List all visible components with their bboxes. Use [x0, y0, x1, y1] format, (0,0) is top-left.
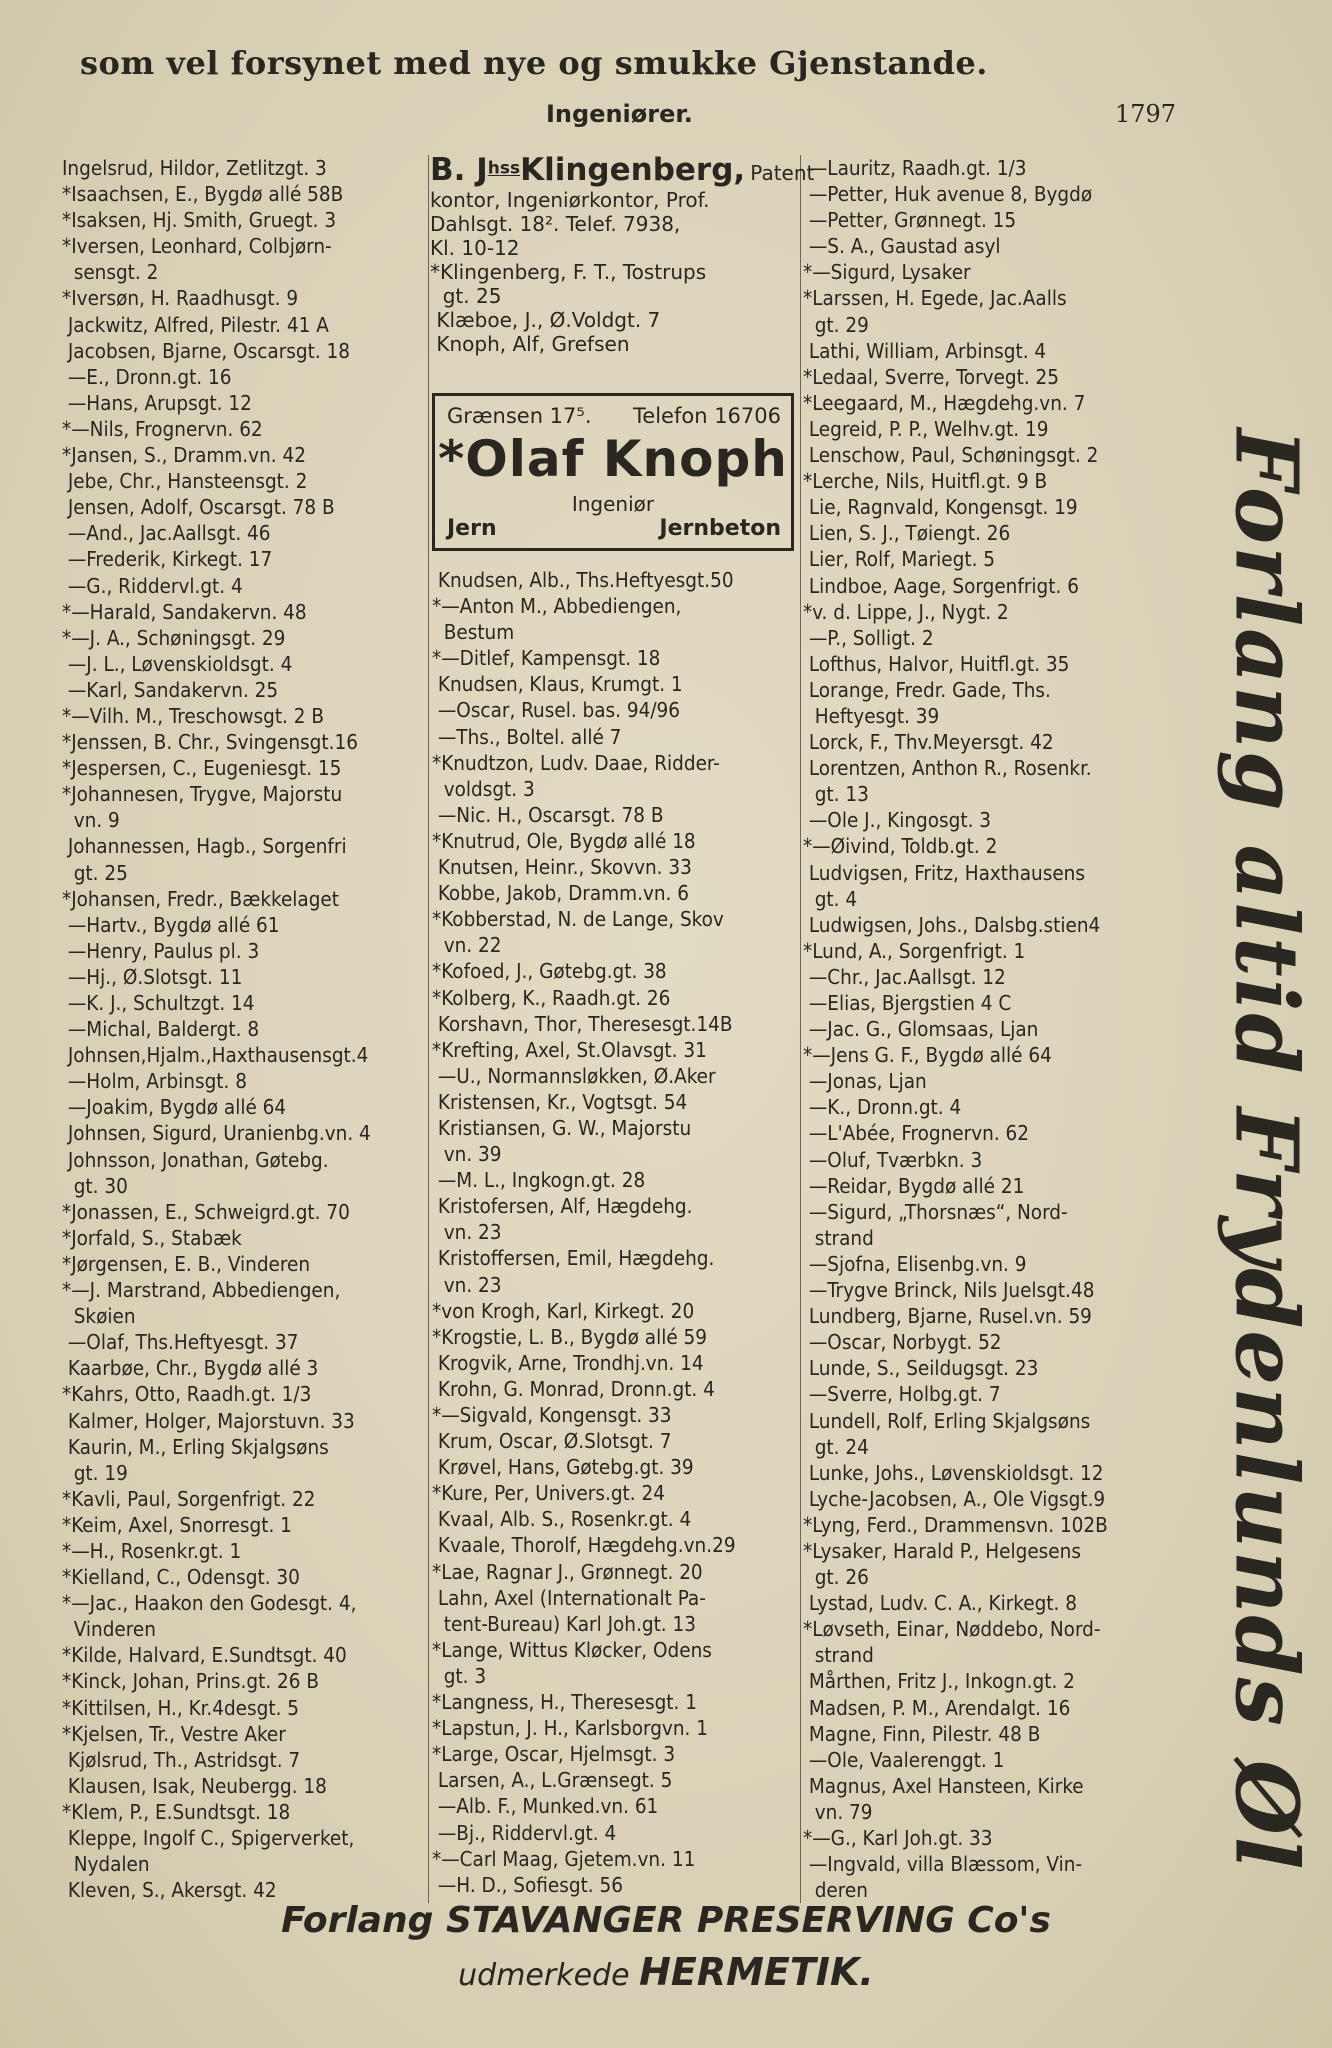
directory-entry: *Leegaard, M., Hægdehg.vn. 7 [803, 390, 1086, 415]
directory-entry: *—Jens G. F., Bygdø allé 64 [803, 1043, 1052, 1068]
klingenberg-name-line [430, 152, 815, 188]
directory-entry: *Jenssen, B. Chr., Svingensgt.16 [62, 730, 358, 755]
directory-entry: Kobbe, Jakob, Dramm.vn. 6 [432, 881, 690, 906]
directory-entry: vn. 9 [62, 808, 120, 833]
directory-entry: Lorentzen, Anthon R., Rosenkr. [803, 756, 1092, 781]
directory-entry: Lorange, Fredr. Gade, Ths. [803, 677, 1051, 702]
directory-entry: Kaurin, M., Erling Skjalgsøns [62, 1434, 329, 1459]
directory-entry: —Hj., Ø.Slotsgt. 11 [62, 964, 243, 989]
directory-entry: *Jorfald, S., Stabæk [62, 1225, 242, 1250]
knoph-address: Grænsen 17⁵. [447, 404, 592, 428]
directory-entry: Klausen, Isak, Neubergg. 18 [62, 1773, 327, 1798]
knoph-jern: Jern [447, 516, 497, 541]
directory-entry: Kalmer, Holger, Majorstuvn. 33 [62, 1408, 355, 1433]
directory-entry: vn. 22 [432, 933, 502, 958]
klingenberg-name-prefix: B. J [430, 152, 488, 188]
directory-entry: Kleppe, Ingolf C., Spigerverket, [62, 1826, 355, 1850]
directory-entry: *Lund, A., Sorgenfrigt. 1 [803, 938, 1026, 963]
directory-entry: *Klem, P., E.Sundtsgt. 18 [62, 1799, 291, 1824]
directory-entry: *—Jac., Haakon den Godesgt. 4, [62, 1591, 357, 1616]
directory-entry: Kristensen, Kr., Vogtsgt. 54 [432, 1089, 688, 1114]
directory-entry: Knudsen, Alb., Ths.Heftyesgt.50 [432, 568, 734, 592]
directory-entry: vn. 39 [432, 1142, 502, 1167]
directory-entry: —Lauritz, Raadh.gt. 1/3 [803, 156, 1027, 180]
directory-entry: —G., Riddervl.gt. 4 [62, 573, 243, 598]
directory-entry: *Kofoed, J., Gøtebg.gt. 38 [432, 959, 667, 984]
directory-entry: *—Harald, Sandakervn. 48 [62, 599, 307, 624]
directory-entry: Jensen, Adolf, Oscarsgt. 78 B [62, 495, 335, 520]
directory-entry: —Sjofna, Elisenbg.vn. 9 [803, 1251, 1027, 1276]
directory-entry: Lyche-Jacobsen, A., Ole Vigsgt.9 [803, 1486, 1106, 1511]
directory-entry: *—Vilh. M., Treschowsgt. 2 B [62, 703, 324, 728]
directory-entry: *Kjelsen, Tr., Vestre Aker [62, 1721, 286, 1746]
klingenberg-line: gt. 25 [430, 284, 502, 308]
directory-entry: *Langness, H., Theresesgt. 1 [432, 1690, 697, 1715]
directory-entry: Korshavn, Thor, Theresesgt.14B [432, 1011, 733, 1036]
directory-entry: Kristiansen, G. W., Majorstu [432, 1115, 692, 1140]
directory-entry: *Johannesen, Trygve, Majorstu [62, 782, 343, 807]
directory-entry: Lenschow, Paul, Schøningsgt. 2 [803, 443, 1099, 468]
directory-entry: *Iversen, Leonhard, Colbjørn- [62, 234, 332, 259]
directory-entry: Lundberg, Bjarne, Rusel.vn. 59 [803, 1304, 1092, 1329]
page-title: Ingeniører. [546, 100, 693, 128]
directory-entry: *—G., Karl Joh.gt. 33 [803, 1826, 993, 1850]
directory-entry: —Karl, Sandakervn. 25 [62, 677, 279, 702]
directory-entry: Legreid, P. P., Welhv.gt. 19 [803, 416, 1049, 441]
directory-entry: *Kittilsen, H., Kr.4desgt. 5 [62, 1695, 300, 1720]
directory-entry: —Hartv., Bygdø allé 61 [62, 912, 280, 937]
directory-entry: *Jørgensen, E. B., Vinderen [62, 1251, 311, 1276]
directory-entry: —E., Dronn.gt. 16 [62, 364, 232, 389]
middle-column-listing [432, 567, 798, 1898]
directory-entry: *Lerche, Nils, Huitfl.gt. 9 B [803, 469, 1048, 494]
directory-entry: gt. 4 [803, 886, 858, 911]
klingenberg-line: Klæboe, J., Ø.Voldgt. 7 [430, 308, 661, 332]
directory-entry: Lahn, Axel (Internationalt Pa- [432, 1585, 706, 1610]
directory-entry: gt. 29 [803, 312, 869, 337]
directory-entry: Johnsen, Sigurd, Uranienbg.vn. 4 [62, 1121, 371, 1146]
directory-entry: —Alb. F., Munked.vn. 61 [432, 1794, 659, 1819]
directory-entry: Lie, Ragnvald, Kongensgt. 19 [803, 495, 1078, 520]
directory-entry: Jebe, Chr., Hansteensgt. 2 [62, 469, 308, 494]
directory-entry: *—Sigurd, Lysaker [803, 260, 971, 285]
directory-entry: tent-Bureau) Karl Joh.gt. 13 [432, 1611, 696, 1636]
bottom-ad-prefix: udmerkede [458, 1958, 630, 1993]
page-number: 1797 [1115, 100, 1177, 128]
directory-entry: *Kure, Per, Univers.gt. 24 [432, 1481, 665, 1506]
directory-entry: *Kinck, Johan, Prins.gt. 26 B [62, 1669, 320, 1694]
directory-entry: *Keim, Axel, Snorresgt. 1 [62, 1512, 292, 1537]
directory-entry: gt. 19 [62, 1460, 128, 1485]
klingenberg-line: Dahlsgt. 18². Telef. 7938, [430, 212, 681, 236]
knoph-phone: Telefon 16706 [633, 404, 781, 428]
directory-entry: Knutsen, Heinr., Skovvn. 33 [432, 855, 692, 880]
directory-entry: —Oluf, Tværbkn. 3 [803, 1147, 983, 1172]
directory-entry: *—Anton M., Abbediengen, [432, 594, 682, 619]
directory-entry: sensgt. 2 [62, 260, 159, 285]
directory-entry: *Jespersen, C., Eugeniesgt. 15 [62, 756, 342, 781]
directory-entry: —Ole, Vaalerenggt. 1 [803, 1747, 1005, 1772]
klingenberg-lines [430, 188, 800, 356]
directory-entry: Johannessen, Hagb., Sorgenfri [62, 834, 347, 859]
directory-entry: —Nic. H., Oscarsgt. 78 B [432, 802, 664, 827]
directory-entry: Kjølsrud, Th., Astridsgt. 7 [62, 1747, 301, 1772]
directory-entry: *Løvseth, Einar, Nøddebo, Nord- [803, 1617, 1101, 1642]
directory-entry: Lindboe, Aage, Sorgenfrigt. 6 [803, 573, 1079, 598]
directory-entry: Heftyesgt. 39 [803, 703, 940, 728]
directory-entry: —Jonas, Ljan [803, 1069, 927, 1094]
column-divider [800, 155, 801, 1903]
klingenberg-line: *Klingenberg, F. T., Tostrups [430, 260, 707, 284]
directory-entry: *Johansen, Fredr., Bækkelaget [62, 886, 340, 911]
directory-entry: Skøien [62, 1304, 136, 1329]
directory-entry: *Kahrs, Otto, Raadh.gt. 1/3 [62, 1382, 312, 1407]
knoph-name: *Olaf Knoph [438, 430, 788, 488]
directory-entry: —Oscar, Norbygt. 52 [803, 1330, 1002, 1355]
directory-entry: *Knudtzon, Ludv. Daae, Ridder- [432, 750, 720, 775]
directory-entry: —L'Abée, Frognervn. 62 [803, 1121, 1030, 1146]
directory-entry: Lathi, William, Arbinsgt. 4 [803, 338, 1047, 363]
directory-entry: Krøvel, Hans, Gøtebg.gt. 39 [432, 1455, 694, 1480]
directory-entry: *Kilde, Halvard, E.Sundtsgt. 40 [62, 1643, 347, 1668]
directory-entry: Larsen, A., L.Grænsegt. 5 [432, 1768, 673, 1793]
directory-entry: *—J. A., Schøningsgt. 29 [62, 625, 286, 650]
directory-entry: Jacobsen, Bjarne, Oscarsgt. 18 [62, 338, 351, 363]
directory-entry: Lunde, S., Seildugsgt. 23 [803, 1356, 1039, 1381]
directory-entry: —Henry, Paulus pl. 3 [62, 938, 260, 963]
directory-entry: *—Sigvald, Kongensgt. 33 [432, 1403, 672, 1427]
directory-entry: Vinderen [62, 1617, 156, 1642]
directory-entry: —Ths., Boltel. allé 7 [432, 724, 622, 749]
directory-entry: —Petter, Huk avenue 8, Bygdø [803, 182, 1093, 207]
directory-entry: —U., Normannsløkken, Ø.Aker [432, 1063, 716, 1088]
directory-entry: *Lange, Wittus Kløcker, Odens [432, 1637, 712, 1662]
directory-entry: —J. L., Løvenskioldsgt. 4 [62, 651, 293, 676]
directory-entry: *—Øivind, Toldb.gt. 2 [803, 834, 998, 859]
directory-entry: —K., Dronn.gt. 4 [803, 1095, 962, 1120]
directory-entry: *Isaachsen, E., Bygdø allé 58B [62, 182, 344, 207]
directory-entry: Johnsson, Jonathan, Gøtebg. [62, 1147, 329, 1172]
directory-entry: Mårthen, Fritz J., Inkogn.gt. 2 [803, 1669, 1075, 1694]
directory-entry: *—Ditlef, Kampensgt. 18 [432, 646, 661, 671]
directory-entry: *Larssen, H. Egede, Jac.Aalls [803, 286, 1067, 311]
directory-entry: —Hans, Arupsgt. 12 [62, 390, 252, 415]
directory-entry: —Reidar, Bygdø allé 21 [803, 1173, 1025, 1198]
directory-entry: *—Nils, Frognervn. 62 [62, 416, 263, 441]
vertical-frydenlund-ad: Forlang altid Frydenlunds Øl [1215, 428, 1317, 1872]
directory-entry: Ludvigsen, Fritz, Haxthausens [803, 860, 1085, 885]
directory-entry: *Iversøn, H. Raadhusgt. 9 [62, 286, 299, 311]
directory-entry: Lunke, Johs., Løvenskioldsgt. 12 [803, 1460, 1104, 1485]
directory-entry: Magnus, Axel Hansteen, Kirke [803, 1773, 1084, 1798]
directory-entry: —P., Solligt. 2 [803, 625, 934, 650]
directory-entry: Lystad, Ludv. C. A., Kirkegt. 8 [803, 1591, 1077, 1616]
directory-entry: gt. 13 [803, 782, 869, 807]
directory-entry: gt. 24 [803, 1434, 869, 1459]
directory-entry: Lofthus, Halvor, Huitfl.gt. 35 [803, 651, 1070, 676]
olaf-knoph-ad [432, 393, 794, 551]
directory-entry: strand [803, 1643, 874, 1668]
directory-entry: Kristoffersen, Emil, Hægdehg. [432, 1246, 715, 1271]
directory-entry: —Michal, Baldergt. 8 [62, 1017, 260, 1042]
directory-entry: Lundell, Rolf, Erling Skjalgsøns [803, 1408, 1091, 1433]
directory-entry: vn. 79 [803, 1799, 873, 1824]
directory-entry: gt. 30 [62, 1173, 128, 1198]
directory-entry: —M. L., Ingkogn.gt. 28 [432, 1168, 646, 1193]
directory-entry: —Bj., Riddervl.gt. 4 [432, 1820, 617, 1845]
klingenberg-name-sup: hss [487, 158, 521, 179]
directory-entry: Madsen, P. M., Arendalgt. 16 [803, 1695, 1071, 1720]
directory-entry: vn. 23 [432, 1220, 502, 1245]
klingenberg-patent: Patent [750, 161, 815, 185]
directory-entry: *Large, Oscar, Hjelmsgt. 3 [432, 1742, 676, 1767]
directory-entry: Lien, S. J., Tøiengt. 26 [803, 521, 1011, 546]
directory-entry: Kvaal, Alb. S., Rosenkr.gt. 4 [432, 1507, 692, 1532]
directory-entry: Ingelsrud, Hildor, Zetlitzgt. 3 [62, 156, 327, 180]
directory-entry: *Kobberstad, N. de Lange, Skov [432, 907, 724, 932]
klingenberg-line: Knoph, Alf, Grefsen [430, 332, 630, 356]
directory-entry: voldsgt. 3 [432, 776, 535, 801]
directory-entry: Kvaale, Thorolf, Hægdehg.vn.29 [432, 1533, 736, 1558]
directory-entry: *—J. Marstrand, Abbediengen, [62, 1278, 341, 1303]
top-banner-ad: som vel forsynet med nye og smukke Gjenstande. [80, 44, 988, 82]
knoph-title: Ingeniør [571, 492, 655, 516]
directory-entry: —Joakim, Bygdø allé 64 [62, 1095, 287, 1120]
directory-entry: Kleven, S., Akersgt. 42 [62, 1878, 277, 1903]
left-column-listing [62, 155, 430, 1903]
directory-entry: *—H., Rosenkr.gt. 1 [62, 1538, 242, 1563]
directory-entry: *Lapstun, J. H., Karlsborgvn. 1 [432, 1716, 708, 1741]
directory-entry: *—Carl Maag, Gjetem.vn. 11 [432, 1846, 696, 1871]
directory-entry: Ludwigsen, Johs., Dalsbg.stien4 [803, 912, 1101, 937]
directory-entry: —Petter, Grønnegt. 15 [803, 208, 1017, 233]
directory-entry: *Jansen, S., Dramm.vn. 42 [62, 443, 306, 468]
directory-entry: Johnsen,Hjalm.,Haxthausensgt.4 [62, 1043, 369, 1068]
directory-entry: gt. 26 [803, 1565, 869, 1590]
directory-entry: *v. d. Lippe, J., Nygt. 2 [803, 599, 1009, 624]
directory-entry: —Sigurd, „Thorsnæs“, Nord- [803, 1199, 1068, 1224]
directory-entry: —Ingvald, villa Blæssom, Vin- [803, 1852, 1083, 1877]
directory-entry: Bestum [432, 620, 515, 645]
bottom-ad-line-2 [0, 1950, 1332, 1994]
directory-entry: Kristofersen, Alf, Hægdehg. [432, 1194, 693, 1219]
directory-entry: *Knutrud, Ole, Bygdø allé 18 [432, 828, 696, 853]
directory-entry: —H. D., Sofiesgt. 56 [432, 1872, 623, 1897]
directory-entry: *von Krogh, Karl, Kirkegt. 20 [432, 1298, 695, 1323]
directory-entry: *Isaksen, Hj. Smith, Gruegt. 3 [62, 208, 337, 233]
right-column-listing [803, 155, 1171, 1903]
directory-entry: —Elias, Bjergstien 4 C [803, 991, 1012, 1015]
directory-entry: deren [803, 1878, 868, 1903]
directory-entry: Kaarbøe, Chr., Bygdø allé 3 [62, 1356, 319, 1381]
klingenberg-name-main: Klingenberg, [520, 152, 746, 188]
directory-entry: *Ledaal, Sverre, Torvegt. 25 [803, 364, 1060, 389]
directory-entry: *Lysaker, Harald P., Helgesens [803, 1538, 1081, 1563]
directory-entry: —Sverre, Holbg.gt. 7 [803, 1382, 1001, 1407]
klingenberg-line: kontor, Ingeniørkontor, Prof. [430, 188, 710, 212]
klingenberg-line: Kl. 10-12 [430, 236, 520, 260]
directory-entry: Lier, Rolf, Mariegt. 5 [803, 547, 996, 572]
directory-entry: —Olaf, Ths.Heftyesgt. 37 [62, 1330, 299, 1355]
directory-entry: Krogvik, Arne, Trondhj.vn. 14 [432, 1350, 704, 1375]
directory-entry: *Kielland, C., Odensgt. 30 [62, 1565, 300, 1590]
klingenberg-entry [430, 152, 815, 356]
directory-entry: vn. 23 [432, 1272, 502, 1297]
directory-entry: *Lae, Ragnar J., Grønnegt. 20 [432, 1559, 703, 1584]
directory-entry: gt. 3 [432, 1663, 487, 1688]
directory-entry: —And., Jac.Aallsgt. 46 [62, 521, 271, 546]
directory-entry: —K. J., Schultzgt. 14 [62, 991, 255, 1015]
directory-entry: *Krogstie, L. B., Bygdø allé 59 [432, 1324, 707, 1349]
directory-entry: *Lyng, Ferd., Drammensvn. 102B [803, 1512, 1108, 1537]
bottom-ad-line-1: Forlang STAVANGER PRESERVING Co's [281, 1900, 1051, 1941]
directory-entry: —S. A., Gaustad asyl [803, 234, 1001, 259]
directory-entry: *Jonassen, E., Schweigrd.gt. 70 [62, 1199, 350, 1224]
bottom-ad-hermetik: HERMETIK. [639, 1950, 874, 1994]
directory-entry: —Ole J., Kingosgt. 3 [803, 808, 992, 833]
directory-entry: Jackwitz, Alfred, Pilestr. 41 A [62, 312, 329, 337]
directory-entry: Knudsen, Klaus, Krumgt. 1 [432, 672, 683, 697]
directory-entry: strand [803, 1225, 874, 1250]
directory-entry: —Oscar, Rusel. bas. 94/96 [432, 698, 681, 723]
directory-entry: —Holm, Arbinsgt. 8 [62, 1069, 247, 1094]
directory-entry: —Chr., Jac.Aallsgt. 12 [803, 964, 1006, 989]
directory-entry: *Krefting, Axel, St.Olavsgt. 31 [432, 1037, 707, 1062]
directory-entry: *Kavli, Paul, Sorgenfrigt. 22 [62, 1486, 316, 1511]
directory-entry: *Kolberg, K., Raadh.gt. 26 [432, 985, 671, 1010]
directory-entry: gt. 25 [62, 860, 128, 885]
directory-entry: —Trygve Brinck, Nils Juelsgt.48 [803, 1278, 1095, 1303]
directory-entry: Krum, Oscar, Ø.Slotsgt. 7 [432, 1429, 672, 1454]
directory-entry: —Frederik, Kirkegt. 17 [62, 547, 273, 572]
directory-entry: Krohn, G. Monrad, Dronn.gt. 4 [432, 1376, 715, 1401]
directory-entry: Nydalen [62, 1852, 150, 1877]
directory-entry: Magne, Finn, Pilestr. 48 B [803, 1721, 1041, 1746]
directory-entry: —Jac. G., Glomsaas, Ljan [803, 1017, 1039, 1042]
directory-entry: Lorck, F., Thv.Meyersgt. 42 [803, 730, 1054, 755]
knoph-jernbeton: Jernbeton [659, 516, 781, 541]
